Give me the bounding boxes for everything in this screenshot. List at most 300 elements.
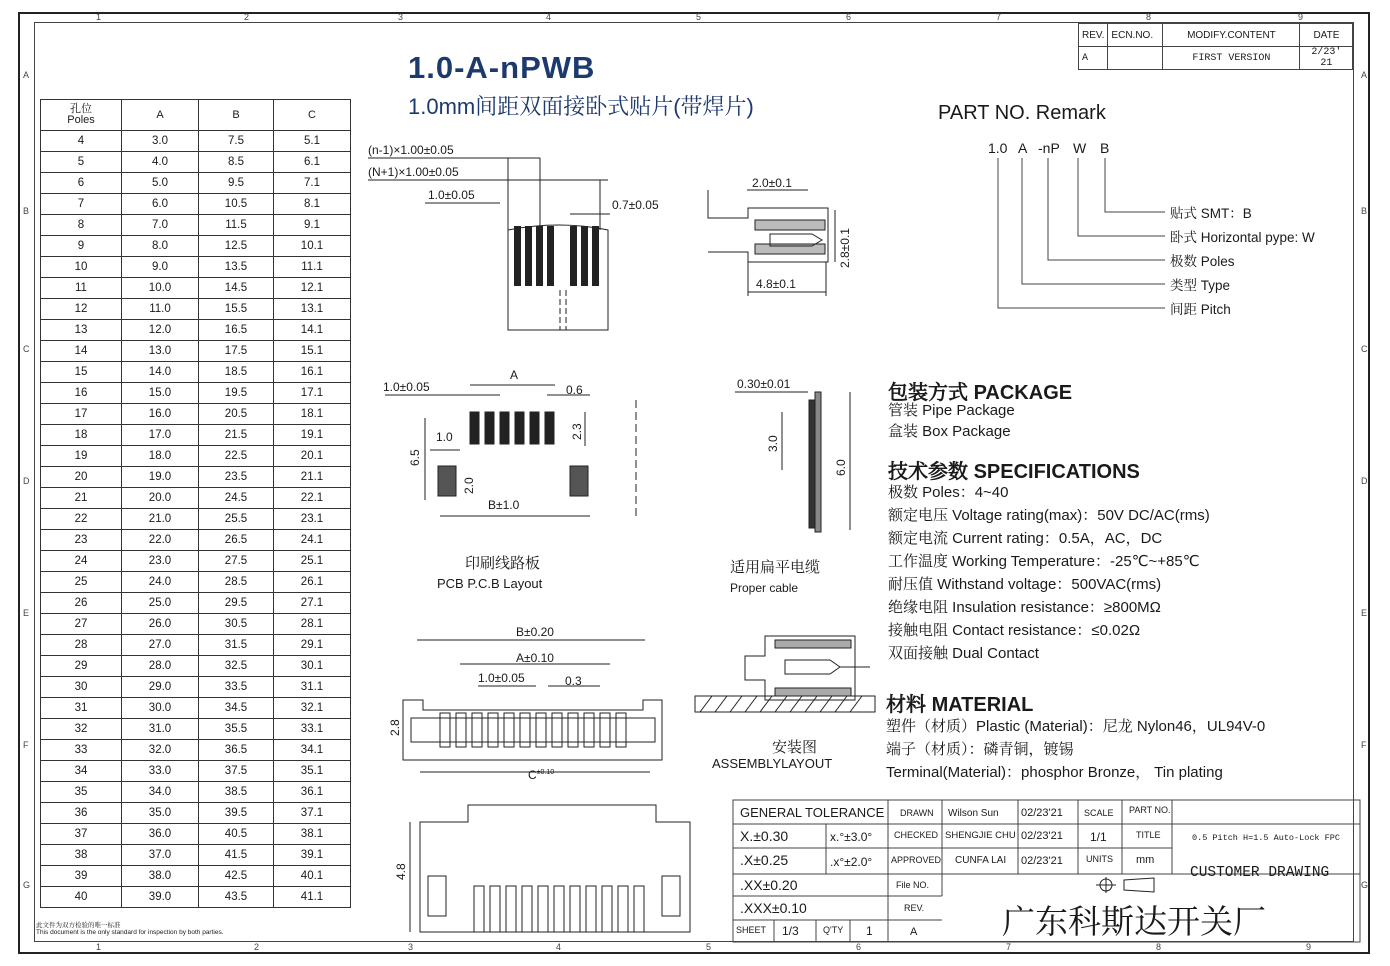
- poles-cell: 27: [41, 614, 122, 635]
- c-cell: 21.1: [274, 467, 351, 488]
- poles-cell: 14: [41, 341, 122, 362]
- b-cell: 30.5: [199, 614, 274, 635]
- b-cell: 36.5: [199, 740, 274, 761]
- a-cell: 38.0: [122, 866, 199, 887]
- a-cell: 9.0: [122, 257, 199, 278]
- zone-top-7: 7: [996, 12, 1002, 22]
- spec-withstand: 耐压值 Withstand voltage：500VAC(rms): [888, 576, 1162, 593]
- b-cell: 22.5: [199, 446, 274, 467]
- poles-cell: 6: [41, 173, 122, 194]
- cable-caption-en: Proper cable: [730, 581, 799, 595]
- a-cell: 25.0: [122, 593, 199, 614]
- a-cell: 27.0: [122, 635, 199, 656]
- checked-name: SHENGJIE CHU: [945, 830, 1016, 841]
- a-cell: 7.0: [122, 215, 199, 236]
- b-cell: 18.5: [199, 362, 274, 383]
- poles-cell: 15: [41, 362, 122, 383]
- b-cell: 10.5: [199, 194, 274, 215]
- front-dim-w: 0.3: [565, 674, 582, 688]
- b-cell: 15.5: [199, 299, 274, 320]
- spec-insulation: 绝缘电阻 Insulation resistance：≥800MΩ: [888, 599, 1161, 616]
- c-cell: 32.1: [274, 698, 351, 719]
- pcb-dim-total-h: 6.5: [408, 449, 422, 466]
- zone-right-d: D: [1361, 476, 1368, 486]
- c-cell: 19.1: [274, 425, 351, 446]
- b-cell: 17.5: [199, 341, 274, 362]
- a-cell: 5.0: [122, 173, 199, 194]
- cable-dim-len: 6.0: [834, 459, 848, 476]
- poles-cell: 9: [41, 236, 122, 257]
- dim-overall: (N+1)×1.00±0.05: [368, 165, 459, 179]
- c-cell: 28.1: [274, 614, 351, 635]
- a-cell: 29.0: [122, 677, 199, 698]
- package-list: [888, 400, 1015, 442]
- part-no-label-type: 类型 Type: [1170, 278, 1231, 293]
- front-dim-a: A±0.10: [516, 651, 554, 665]
- company-name: 广东科斯达开关厂: [1002, 905, 1266, 941]
- c-cell: 40.1: [274, 866, 351, 887]
- poles-cell: 10: [41, 257, 122, 278]
- part-no-code-pitch: 1.0: [988, 140, 1008, 156]
- cable-dim-stiff: 3.0: [766, 435, 780, 452]
- checked-date: 02/23'21: [1021, 830, 1063, 842]
- c-cell: 9.1: [274, 215, 351, 236]
- zone-left-e: E: [23, 608, 30, 618]
- specs-list: [888, 481, 1210, 665]
- rev-header: REV.: [1079, 24, 1108, 47]
- title-value: 0.5 Pitch H=1.5 Auto-Lock FPC: [1192, 833, 1340, 843]
- poles-cell: 28: [41, 635, 122, 656]
- tol-xxxx: .XXX±0.10: [740, 900, 807, 916]
- poles-cell: 4: [41, 131, 122, 152]
- a-cell: 11.0: [122, 299, 199, 320]
- poles-cell: 19: [41, 446, 122, 467]
- page-title: 1.0-A-nPWB: [408, 50, 596, 85]
- b-cell: 29.5: [199, 593, 274, 614]
- a-cell: 26.0: [122, 614, 199, 635]
- zone-top-5: 5: [696, 12, 702, 22]
- c-cell: 22.1: [274, 488, 351, 509]
- a-cell: 17.0: [122, 425, 199, 446]
- package-pipe: 管装 Pipe Package: [888, 402, 1015, 419]
- c-cell: 39.1: [274, 845, 351, 866]
- poles-cell: 30: [41, 677, 122, 698]
- a-cell: 20.0: [122, 488, 199, 509]
- zone-left-c: C: [23, 344, 30, 354]
- assembly-view: [695, 636, 875, 712]
- c-cell: 37.1: [274, 803, 351, 824]
- zone-top-1: 1: [96, 12, 102, 22]
- drawn-date: 02/23'21: [1021, 807, 1063, 819]
- part-no-leaders: [998, 158, 1165, 308]
- b-cell: 14.5: [199, 278, 274, 299]
- c-cell: 10.1: [274, 236, 351, 257]
- spec-dual: 双面接触 Dual Contact: [888, 645, 1039, 662]
- footnote-en: This document is the only standard for inspection by both parties.: [36, 929, 224, 936]
- pcb-pads: [438, 412, 588, 496]
- approved-date: 02/23'21: [1021, 855, 1063, 867]
- front-dim-c-tol: ±0.10: [536, 769, 555, 776]
- drawn-label: DRAWN: [900, 808, 934, 818]
- zone-right-e: E: [1361, 608, 1368, 618]
- bottom-pins: [474, 886, 644, 932]
- c-cell: 17.1: [274, 383, 351, 404]
- c-cell: 13.1: [274, 299, 351, 320]
- a-cell: 14.0: [122, 362, 199, 383]
- bottom-view: [410, 805, 690, 932]
- a-cell: 18.0: [122, 446, 199, 467]
- front-dim-pitch: 1.0±0.05: [478, 671, 525, 685]
- a-cell: 16.0: [122, 404, 199, 425]
- specs-heading-cn: 技术参数: [888, 461, 968, 483]
- specs-heading: [888, 455, 1140, 484]
- scale-label: SCALE: [1084, 808, 1114, 818]
- b-cell: 11.5: [199, 215, 274, 236]
- poles-cell: 36: [41, 803, 122, 824]
- material-list: [886, 715, 1265, 784]
- b-cell: 19.5: [199, 383, 274, 404]
- poles-cell: 33: [41, 740, 122, 761]
- cable-conductors: [514, 226, 599, 286]
- zone-left-b: B: [23, 206, 30, 216]
- front-dim-h: 2.8: [388, 719, 402, 736]
- material-terminal-cn: 端子（材质）：磷青铜，镀锡: [886, 741, 1074, 758]
- c-cell: 27.1: [274, 593, 351, 614]
- c-cell: 35.1: [274, 761, 351, 782]
- a-cell: 22.0: [122, 530, 199, 551]
- c-cell: 33.1: [274, 719, 351, 740]
- c-cell: 14.1: [274, 320, 351, 341]
- footnote-cn: 此文件为双方检验的唯一标准: [36, 922, 121, 929]
- a-cell: 10.0: [122, 278, 199, 299]
- b-header: B: [199, 100, 274, 131]
- a-header: A: [122, 100, 199, 131]
- b-cell: 8.5: [199, 152, 274, 173]
- zone-bottom-4: 4: [556, 942, 562, 952]
- sheet-value: 1/3: [782, 924, 799, 938]
- poles-cell: 21: [41, 488, 122, 509]
- scale-value: 1/1: [1090, 830, 1107, 844]
- b-cell: 16.5: [199, 320, 274, 341]
- pcb-dim-pad-h: 2.3: [570, 423, 584, 440]
- title-label: TITLE: [1136, 830, 1161, 840]
- zone-bottom-7: 7: [1006, 942, 1012, 952]
- c-cell: 12.1: [274, 278, 351, 299]
- poles-cell: 40: [41, 887, 122, 908]
- poles-cell: 31: [41, 698, 122, 719]
- zone-top-6: 6: [846, 12, 852, 22]
- bottom-dim-h: 4.8: [394, 863, 408, 880]
- tol-xx: .X±0.25: [740, 852, 789, 868]
- dim-pitch: 1.0±0.05: [428, 188, 475, 202]
- c-cell: 34.1: [274, 740, 351, 761]
- poles-header: 孔位 Poles: [41, 100, 122, 131]
- zone-top-9: 9: [1298, 12, 1304, 22]
- a-cell: 19.0: [122, 467, 199, 488]
- package-box: 盒装 Box Package: [888, 423, 1011, 440]
- b-cell: 35.5: [199, 719, 274, 740]
- part-no-label-horizontal: 卧式 Horizontal pype: W: [1170, 230, 1315, 245]
- pcb-dim-pitch: 1.0±0.05: [383, 380, 430, 394]
- c-cell: 16.1: [274, 362, 351, 383]
- zone-bottom-1: 1: [96, 942, 102, 952]
- zone-top-8: 8: [1146, 12, 1152, 22]
- material-plastic: 塑件（材质）Plastic (Material)：尼龙 Nylon46，UL94V-0: [886, 718, 1266, 735]
- zone-bottom-5: 5: [706, 942, 712, 952]
- modify-header: MODIFY.CONTENT: [1163, 24, 1300, 47]
- poles-cell: 29: [41, 656, 122, 677]
- pcb-dim-gap: 1.0: [436, 430, 453, 444]
- cable-dim-thick: 0.30±0.01: [737, 377, 791, 391]
- spec-poles: 极数 Poles：4~40: [888, 484, 1009, 501]
- b-cell: 43.5: [199, 887, 274, 908]
- poles-cell: 37: [41, 824, 122, 845]
- pcb-caption-cn: 印刷线路板: [465, 556, 541, 572]
- poles-cell: 16: [41, 383, 122, 404]
- poles-cell: 13: [41, 320, 122, 341]
- part-no-code-horizontal: W: [1073, 140, 1087, 156]
- a-cell: 21.0: [122, 509, 199, 530]
- material-terminal-en: Terminal(Material)：phosphor Bronze， Tin plating: [886, 764, 1223, 781]
- specs-heading-en: SPECIFICATIONS: [973, 461, 1140, 483]
- b-cell: 23.5: [199, 467, 274, 488]
- c-cell: 41.1: [274, 887, 351, 908]
- checked-label: CHECKED: [894, 830, 939, 840]
- part-no-heading: PART NO. Remark: [938, 102, 1106, 124]
- part-no-code-type: A: [1018, 140, 1028, 156]
- units-value: mm: [1136, 854, 1155, 866]
- b-cell: 7.5: [199, 131, 274, 152]
- a-cell: 4.0: [122, 152, 199, 173]
- part-no-label-pitch: 间距 Pitch: [1170, 302, 1231, 317]
- poles-cell: 32: [41, 719, 122, 740]
- b-cell: 24.5: [199, 488, 274, 509]
- package-heading-en: PACKAGE: [973, 382, 1073, 404]
- poles-cell: 34: [41, 761, 122, 782]
- dim-side-bottom: 4.8±0.1: [756, 277, 796, 291]
- c-cell: 18.1: [274, 404, 351, 425]
- a-cell: 35.0: [122, 803, 199, 824]
- c-cell: 26.1: [274, 572, 351, 593]
- front-dim-c-letter: C: [528, 768, 537, 782]
- c-cell: 29.1: [274, 635, 351, 656]
- dim-thickness: 0.7±0.05: [612, 198, 659, 212]
- b-cell: 25.5: [199, 509, 274, 530]
- part-no-label-poles: 极数 Poles: [1170, 254, 1235, 269]
- b-cell: 42.5: [199, 866, 274, 887]
- poles-cell: 26: [41, 593, 122, 614]
- zone-bottom-9: 9: [1306, 942, 1312, 952]
- poles-cell: 35: [41, 782, 122, 803]
- rev-value: A: [1079, 47, 1108, 70]
- c-cell: 30.1: [274, 656, 351, 677]
- poles-cell: 8: [41, 215, 122, 236]
- a-cell: 39.0: [122, 887, 199, 908]
- rev-value-tb: A: [910, 926, 918, 938]
- dim-side-height: 2.8±0.1: [838, 228, 852, 268]
- a-cell: 23.0: [122, 551, 199, 572]
- cable-caption-cn: 适用扁平电缆: [730, 560, 821, 576]
- a-cell: 3.0: [122, 131, 199, 152]
- c-cell: 8.1: [274, 194, 351, 215]
- zone-right-c: C: [1361, 344, 1368, 354]
- customer-drawing: CUSTOMER DRAWING: [1190, 865, 1330, 881]
- page-subtitle: 1.0mm间距双面接卧式贴片(带焊片): [408, 94, 754, 119]
- a-cell: 13.0: [122, 341, 199, 362]
- poles-cell: 24: [41, 551, 122, 572]
- b-cell: 32.5: [199, 656, 274, 677]
- file-no-label: File NO.: [896, 880, 930, 890]
- b-cell: 27.5: [199, 551, 274, 572]
- poles-cell: 18: [41, 425, 122, 446]
- c-cell: 25.1: [274, 551, 351, 572]
- b-cell: 26.5: [199, 530, 274, 551]
- material-heading-en: MATERIAL: [931, 694, 1034, 716]
- c-cell: 15.1: [274, 341, 351, 362]
- dim-side-top: 2.0±0.1: [752, 176, 792, 190]
- poles-cell: 5: [41, 152, 122, 173]
- poles-cell: 17: [41, 404, 122, 425]
- c-cell: 24.1: [274, 530, 351, 551]
- a-cell: 12.0: [122, 320, 199, 341]
- tol-x: X.±0.30: [740, 828, 789, 844]
- zone-top-4: 4: [546, 12, 552, 22]
- zone-top-2: 2: [244, 12, 250, 22]
- zone-bottom-6: 6: [856, 942, 862, 952]
- b-cell: 39.5: [199, 803, 274, 824]
- zone-top-3: 3: [398, 12, 404, 22]
- approved-name: CUNFA LAI: [955, 855, 1007, 866]
- spec-voltage: 额定电压 Voltage rating(max)：50V DC/AC(rms): [888, 507, 1210, 524]
- poles-cell: 39: [41, 866, 122, 887]
- poles-cell: 25: [41, 572, 122, 593]
- approved-label: APPROVED: [891, 855, 942, 865]
- pcb-dim-b: B±1.0: [488, 498, 520, 512]
- part-no-label-smt: 贴式 SMT：B: [1170, 206, 1252, 221]
- spec-temperature: 工作温度 Working Temperature：-25℃~+85℃: [888, 553, 1200, 570]
- zone-right-f: F: [1361, 740, 1367, 750]
- tol-angle-1: x.°±3.0°: [830, 830, 873, 844]
- b-cell: 13.5: [199, 257, 274, 278]
- date-header: DATE: [1300, 24, 1353, 47]
- a-cell: 37.0: [122, 845, 199, 866]
- cable-side: [735, 392, 850, 532]
- modify-value: FIRST VERSION: [1163, 47, 1300, 70]
- tol-angle-2: .x°±2.0°: [830, 855, 873, 869]
- c-header: C: [274, 100, 351, 131]
- b-cell: 37.5: [199, 761, 274, 782]
- c-cell: 20.1: [274, 446, 351, 467]
- a-cell: 36.0: [122, 824, 199, 845]
- spec-current: 额定电流 Current rating：0.5A，AC，DC: [888, 530, 1163, 547]
- part-no-code-poles: -nP: [1038, 140, 1060, 156]
- c-cell: 31.1: [274, 677, 351, 698]
- package-heading-cn: 包装方式: [888, 382, 968, 404]
- assembly-caption-en: ASSEMBLYLAYOUT: [712, 756, 833, 771]
- poles-cell: 22: [41, 509, 122, 530]
- spec-contact: 接触电阻 Contact resistance：≤0.02Ω: [888, 622, 1141, 639]
- sheet-label: SHEET: [736, 925, 767, 935]
- date-value: 2/23' 21: [1300, 47, 1353, 70]
- a-cell: 34.0: [122, 782, 199, 803]
- b-cell: 9.5: [199, 173, 274, 194]
- pcb-dim-a: A: [510, 368, 519, 382]
- rev-label: REV.: [904, 903, 925, 913]
- c-cell: 7.1: [274, 173, 351, 194]
- a-cell: 28.0: [122, 656, 199, 677]
- assembly-caption-cn: 安装图: [772, 740, 818, 756]
- b-cell: 33.5: [199, 677, 274, 698]
- c-cell: 5.1: [274, 131, 351, 152]
- front-dim-b: B±0.20: [516, 625, 554, 639]
- c-cell: 6.1: [274, 152, 351, 173]
- ecn-header: ECN.NO.: [1108, 24, 1163, 47]
- b-cell: 31.5: [199, 635, 274, 656]
- poles-cell: 38: [41, 845, 122, 866]
- material-heading-cn: 材料: [886, 694, 926, 716]
- dim-pitch-total: (n-1)×1.00±0.05: [368, 143, 454, 157]
- poles-cell: 7: [41, 194, 122, 215]
- a-cell: 33.0: [122, 761, 199, 782]
- b-cell: 21.5: [199, 425, 274, 446]
- zone-bottom-2: 2: [254, 942, 260, 952]
- material-heading: [886, 688, 1033, 717]
- poles-cell: 20: [41, 467, 122, 488]
- qty-label: Q'TY: [823, 925, 844, 935]
- zone-right-a: A: [1361, 70, 1368, 80]
- c-cell: 36.1: [274, 782, 351, 803]
- poles-cell: 23: [41, 530, 122, 551]
- b-cell: 12.5: [199, 236, 274, 257]
- part-no-label: PART NO.: [1129, 805, 1171, 815]
- tol-xxx: .XX±0.20: [740, 877, 798, 893]
- zone-left-g: G: [23, 880, 31, 890]
- b-cell: 41.5: [199, 845, 274, 866]
- c-cell: 23.1: [274, 509, 351, 530]
- pcb-dim-tab: 2.0: [462, 477, 476, 494]
- zone-bottom-8: 8: [1156, 942, 1162, 952]
- zone-left-f: F: [23, 740, 29, 750]
- a-cell: 32.0: [122, 740, 199, 761]
- b-cell: 34.5: [199, 698, 274, 719]
- qty-value: 1: [866, 924, 873, 938]
- zone-right-g: G: [1361, 880, 1369, 890]
- part-no-code-smt: B: [1100, 140, 1110, 156]
- c-cell: 38.1: [274, 824, 351, 845]
- b-cell: 40.5: [199, 824, 274, 845]
- pcb-caption-en: PCB P.C.B Layout: [437, 576, 543, 591]
- zone-bottom-3: 3: [408, 942, 414, 952]
- a-cell: 15.0: [122, 383, 199, 404]
- general-tolerance-label: GENERAL TOLERANCE: [740, 805, 885, 820]
- a-cell: 24.0: [122, 572, 199, 593]
- zone-left-d: D: [23, 476, 30, 486]
- a-cell: 8.0: [122, 236, 199, 257]
- a-cell: 6.0: [122, 194, 199, 215]
- pcb-dim-pad-w: 0.6: [566, 383, 583, 397]
- poles-cell: 12: [41, 299, 122, 320]
- c-cell: 11.1: [274, 257, 351, 278]
- poles-cell: 11: [41, 278, 122, 299]
- a-cell: 30.0: [122, 698, 199, 719]
- units-label: UNITS: [1086, 854, 1113, 864]
- zone-left-a: A: [23, 70, 30, 80]
- front-dim-c: [528, 768, 554, 782]
- b-cell: 20.5: [199, 404, 274, 425]
- b-cell: 28.5: [199, 572, 274, 593]
- projection-symbol-icon: [1096, 877, 1154, 893]
- drawn-name: Wilson Sun: [948, 808, 999, 819]
